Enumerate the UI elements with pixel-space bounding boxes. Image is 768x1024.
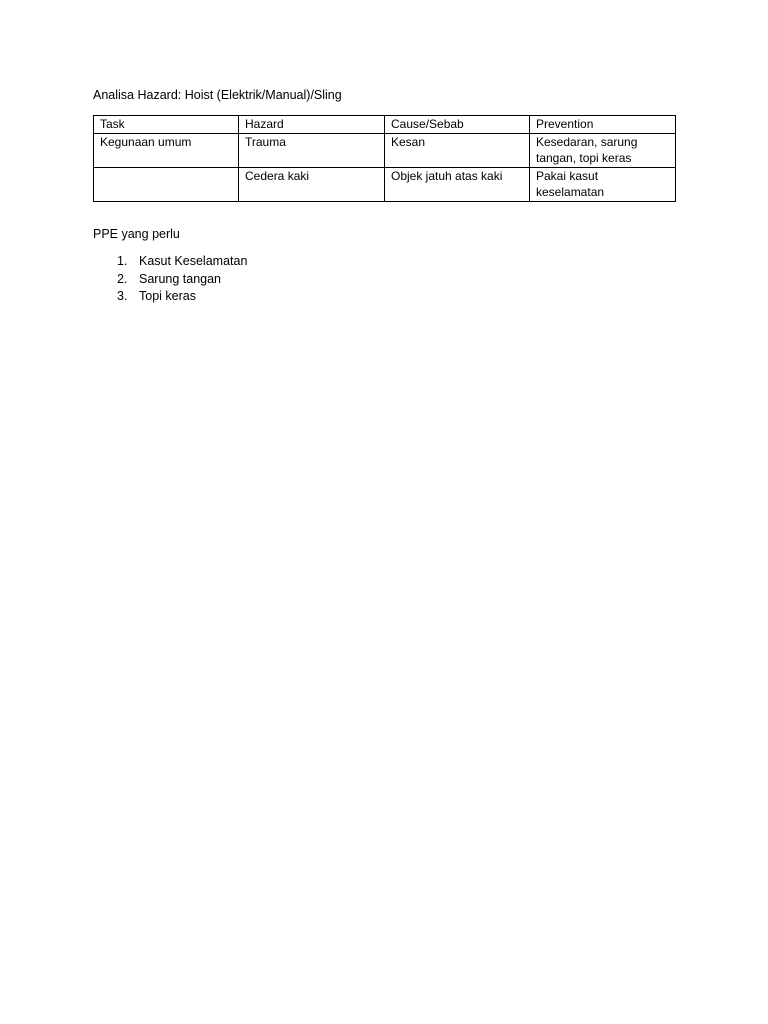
table-cell-cause: Kesan <box>385 133 530 167</box>
list-item-text: Topi keras <box>139 289 196 303</box>
hazard-analysis-table <box>93 115 676 202</box>
ppe-heading: PPE yang perlu <box>93 227 180 241</box>
list-item-number: 1. <box>117 254 128 268</box>
table-row <box>94 133 676 167</box>
list-item-number: 2. <box>117 271 128 286</box>
document-title: Analisa Hazard: Hoist (Elektrik/Manual)/Sling <box>93 88 342 102</box>
list-item-number: 3. <box>117 289 128 303</box>
table-cell-task <box>94 167 239 201</box>
column-header-hazard: Hazard <box>239 116 385 134</box>
table-cell-prevention: Pakai kasut keselamatan <box>530 167 676 201</box>
list-item-text: Sarung tangan <box>139 271 222 286</box>
column-header-cause: Cause/Sebab <box>385 116 530 134</box>
table-cell-hazard: Cedera kaki <box>239 167 385 201</box>
table-header-row <box>94 116 676 134</box>
table-cell-task: Kegunaan umum <box>94 133 239 167</box>
column-header-task: Task <box>94 116 239 134</box>
table-row <box>94 167 676 201</box>
column-header-prevention: Prevention <box>530 116 676 134</box>
table-cell-cause: Objek jatuh atas kaki <box>385 167 530 201</box>
table-cell-prevention: Kesedaran, sarung tangan, topi keras <box>530 133 676 167</box>
list-item-text: Kasut Keselamatan <box>139 254 248 268</box>
table-cell-hazard: Trauma <box>239 133 385 167</box>
